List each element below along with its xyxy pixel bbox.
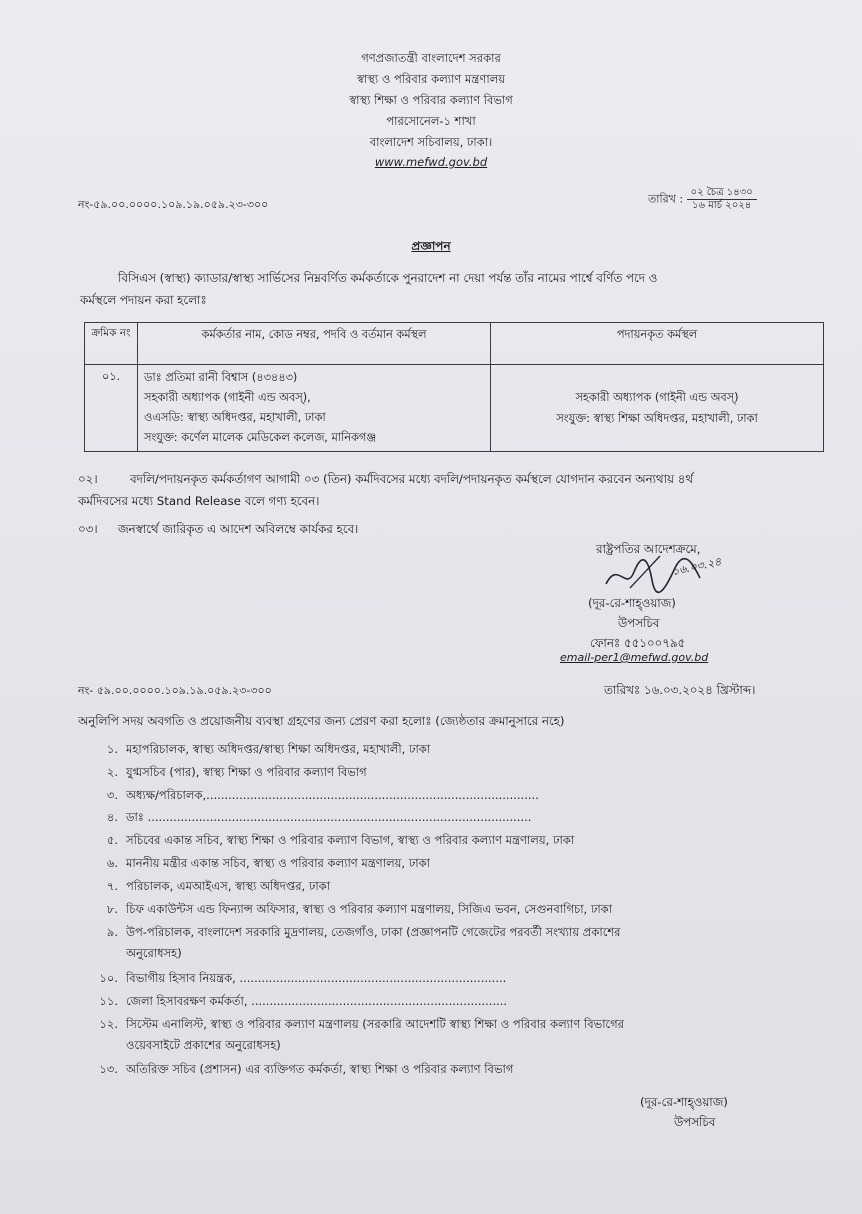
list-item-continuation: অনুরোধসহ) — [126, 946, 182, 960]
copy-intro: অনুলিপি সদয় অবগতি ও প্রয়োজনীয় ব্যবস্থা গ্রহণের জন্য প্রেরণ করা হলোঃ (জ্যেষ্ঠতার ক্রমানুসারে নহে) — [78, 714, 565, 728]
list-item: ৮. চিফ একাউন্টস এন্ড ফিন্যান্স অফিসার, স্বাস্থ্য ও পরিবার কল্যাণ মন্ত্রণালয়, সিজিএ ভবন, সেগুনবাগিচা, ঢাকা — [106, 902, 613, 916]
list-item: ৯. উপ-পরিচালক, বাংলাদেশ সরকারি মুদ্রণালয়, তেজগাঁও, ঢাকা (প্রজ্ঞাপনটি গেজেটের পরবর্তী সংখ্যায় প্রকাশের — [106, 925, 621, 939]
list-item-continuation: ওয়েবসাইটে প্রকাশের অনুরোধসহ) — [126, 1038, 281, 1052]
officer-name: ডাঃ প্রতিমা রানী বিশ্বাস (৪৩৪৪৩) — [144, 371, 298, 384]
copy-date: তারিখঃ ১৬.০৩.২০২৪ খ্রিস্টাব্দ। — [604, 683, 756, 697]
posting-attachment: সংযুক্ত: স্বাস্থ্য শিক্ষা অধিদপ্তর, মহাখালী, ঢাকা — [556, 412, 758, 425]
signer-name: (দূর-রে-শাহ্ওয়াজ) — [588, 596, 676, 610]
list-item: ১০. বিভাগীয় হিসাব নিয়ন্ত্রক, ......................................................................... — [99, 971, 507, 985]
row-officer — [138, 365, 491, 452]
col-name-header: কর্মকর্তার নাম, কোড নম্বর, পদবি ও বর্তমান কর্মস্থল — [138, 323, 491, 365]
memo-number: নং-৫৯.০০.০০০০.১০৯.১৯.০৫৯.২৩-৩০০ — [78, 198, 269, 211]
list-item: ১. মহাপরিচালক, স্বাস্থ্য অধিদপ্তর/স্বাস্থ্য শিক্ষা অধিদপ্তর, মহাখালী, ঢাকা — [106, 742, 431, 756]
section-name: পারসোনেল-১ শাখা — [386, 114, 476, 128]
col-posting-header: পদায়নকৃত কর্মস্থল — [491, 323, 824, 365]
list-item: ৫. সচিবের একান্ত সচিব, স্বাস্থ্য শিক্ষা ও পরিবার কল্যাণ বিভাগ, স্বাস্থ্য ও পরিবার কল্যাণ মন্ত্রণালয়, ঢাকা — [106, 833, 575, 847]
signature-date: ১৬.০৩.২৪ — [670, 554, 723, 579]
para2-line-1: বদলি/পদায়নকৃত কর্মকর্তাগণ আগামী ০৩ (তিন) কর্মদিবসের মধ্যে বদলি/পদায়নকৃত কর্মস্থলে যোগদান করবেন অন্যথায় ৪র্থ — [130, 472, 693, 486]
table-row — [85, 365, 824, 452]
order-line: রাষ্ট্রপতির আদেশক্রমে, — [596, 542, 701, 556]
date-english: ১৬ মার্চ ২০২৪ — [692, 200, 752, 211]
list-item: ৬. মাননীয় মন্ত্রীর একান্ত সচিব, স্বাস্থ্য ও পরিবার কল্যাণ মন্ত্রণালয়, ঢাকা — [106, 856, 430, 870]
intro-line-1: বিসিএস (স্বাস্থ্য) ক্যাডার/স্বাস্থ্য সার্ভিসের নিম্নবর্ণিত কর্মকর্তাকে পুনরাদেশ না দেয়া পর্যন্ত তাঁর নামের পার্শ্বে বর্ণিত পদে ও — [118, 271, 658, 285]
para2-line-2: কর্মদিবসের মধ্যে Stand Release বলে গণ্য হবেন। — [78, 494, 320, 508]
govt-name: গণপ্রজাতন্ত্রী বাংলাদেশ সরকার — [361, 51, 501, 65]
officer-designation: সহকারী অধ্যাপক (গাইনী এন্ড অবস্), — [144, 391, 311, 404]
date-fraction — [687, 187, 757, 212]
list-item: ৩. অধ্যক্ষ/পরিচালক,........................................................................................... — [106, 788, 539, 802]
row-serial: ০১. — [85, 365, 138, 452]
list-item: ৭. পরিচালক, এমআইএস, স্বাস্থ্য অধিদপ্তর, ঢাকা — [106, 879, 331, 893]
list-item: ৪. ডাঃ ......................................................................................................... — [106, 810, 532, 824]
officer-attachment: সংযুক্ত: কর্ণেল মালেক মেডিকেল কলেজ, মানিকগঞ্জ — [144, 431, 376, 444]
para3-number: ০৩। — [78, 522, 98, 536]
para3-text: জনস্বার্থে জারিকৃত এ আদেশ অবিলম্বে কার্যকর হবে। — [118, 522, 359, 536]
website-link[interactable]: www.mefwd.gov.bd — [374, 155, 488, 169]
list-item: ১২. সিস্টেম এনালিস্ট, স্বাস্থ্য ও পরিবার কল্যাণ মন্ত্রণালয় (সরকারি আদেশটি স্বাস্থ্য শিক্ষা ও পরিবার কল্যাণ বিভাগের — [99, 1017, 625, 1031]
office-address: বাংলাদেশ সচিবালয়, ঢাকা। — [369, 135, 493, 149]
notice-title: প্রজ্ঞাপন — [411, 239, 451, 253]
table-header-row — [85, 323, 824, 365]
memo-date — [648, 187, 757, 212]
signer-email[interactable]: email-per1@mefwd.gov.bd — [560, 651, 709, 664]
row-posting — [491, 365, 824, 452]
division-name: স্বাস্থ্য শিক্ষা ও পরিবার কল্যাণ বিভাগ — [349, 93, 513, 107]
posting-designation: সহকারী অধ্যাপক (গাইনী এন্ড অবস্) — [575, 391, 739, 404]
signer-designation: উপসচিব — [618, 616, 660, 630]
posting-table — [84, 322, 824, 452]
copy-signer-name: (দূর-রে-শাহ্ওয়াজ) — [640, 1095, 728, 1109]
copy-signer-designation: উপসচিব — [674, 1115, 716, 1129]
date-label: তারিখ : — [648, 192, 684, 206]
ministry-name: স্বাস্থ্য ও পরিবার কল্যাণ মন্ত্রণালয় — [356, 72, 506, 86]
list-item: ২. যুগ্মসচিব (পার), স্বাস্থ্য শিক্ষা ও পরিবার কল্যাণ বিভাগ — [106, 765, 367, 779]
signer-phone: ফোনঃ ৫৫১০০৭৯৫ — [590, 636, 686, 650]
intro-line-2: কর্মস্থলে পদায়ন করা হলোঃ — [80, 293, 207, 307]
list-item: ১১. জেলা হিসাবরক্ষণ কর্মকর্তা, ...................................................................... — [99, 994, 508, 1008]
copy-memo-number: নং- ৫৯.০০.০০০০.১০৯.১৯.০৫৯.২৩-৩০০ — [78, 684, 272, 697]
col-serial-header: ক্রমিক নং — [85, 323, 138, 365]
para2-number: ০২। — [78, 472, 98, 486]
date-bangla: ০২ চৈত্র ১৪৩০ — [687, 187, 757, 200]
list-item: ১৩. অতিরিক্ত সচিব (প্রশাসন) এর ব্যক্তিগত কর্মকর্তা, স্বাস্থ্য শিক্ষা ও পরিবার কল্যাণ বিভাগ — [99, 1062, 514, 1076]
officer-current-post: ওএসডি: স্বাস্থ্য অধিদপ্তর, মহাখালী, ঢাকা — [144, 411, 326, 424]
